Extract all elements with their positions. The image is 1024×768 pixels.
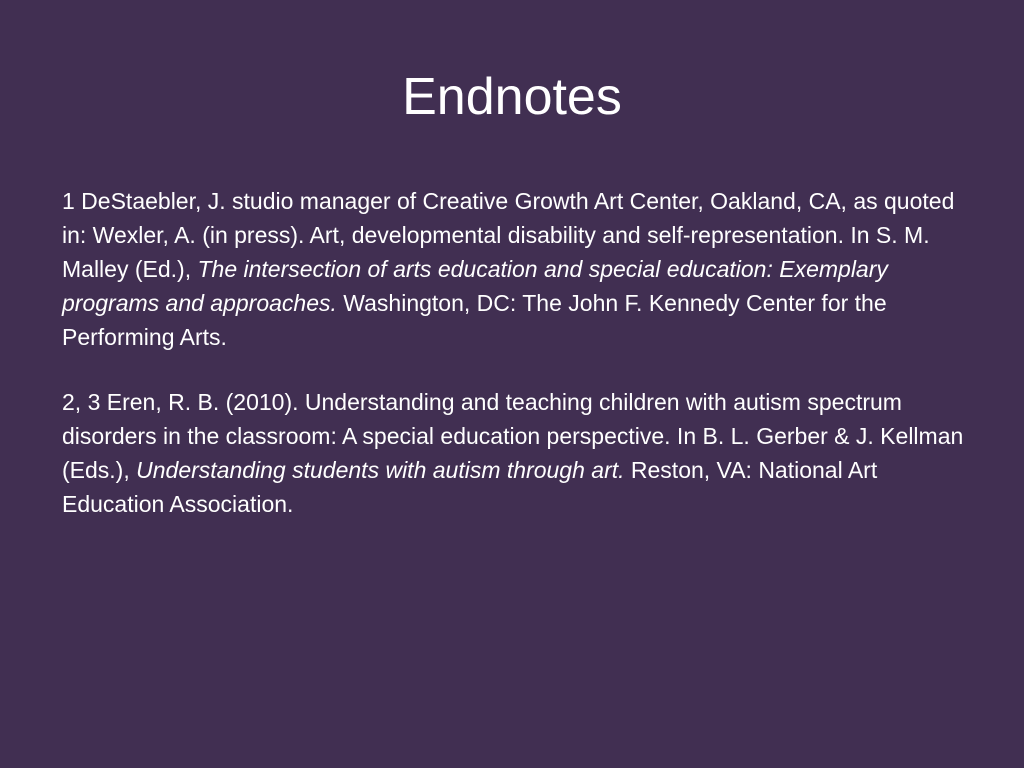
slide-title: Endnotes — [402, 68, 622, 126]
endnote-1-lead: 1 DeStaebler, J. studio manager of Creative Growth Art Center, Oakland, CA, as quoted in: Wexler, A. (in press). Art, developmental disability and self-representation. In S. M. Malley (Ed.), — [62, 188, 955, 282]
endnote-1 — [62, 184, 967, 354]
endnote-2-3-lead: 2, 3 Eren, R. B. (2010). Understanding and teaching children with autism spectrum disorders in the classroom: A special education perspective. In B. L. Gerber & J. Kellman (Eds.), — [62, 389, 964, 483]
endnotes-body — [62, 184, 967, 552]
endnote-1-tail: Washington, DC: The John F. Kennedy Center for the Performing Arts. — [62, 290, 887, 350]
endnote-2-3-tail: Reston, VA: National Art Education Association. — [62, 457, 878, 517]
endnote-2-3 — [62, 385, 967, 521]
endnote-1-title: The intersection of arts education and special education: Exemplary programs and approaches. — [62, 256, 888, 316]
endnote-2-3-title: Understanding students with autism through art. — [136, 457, 625, 483]
